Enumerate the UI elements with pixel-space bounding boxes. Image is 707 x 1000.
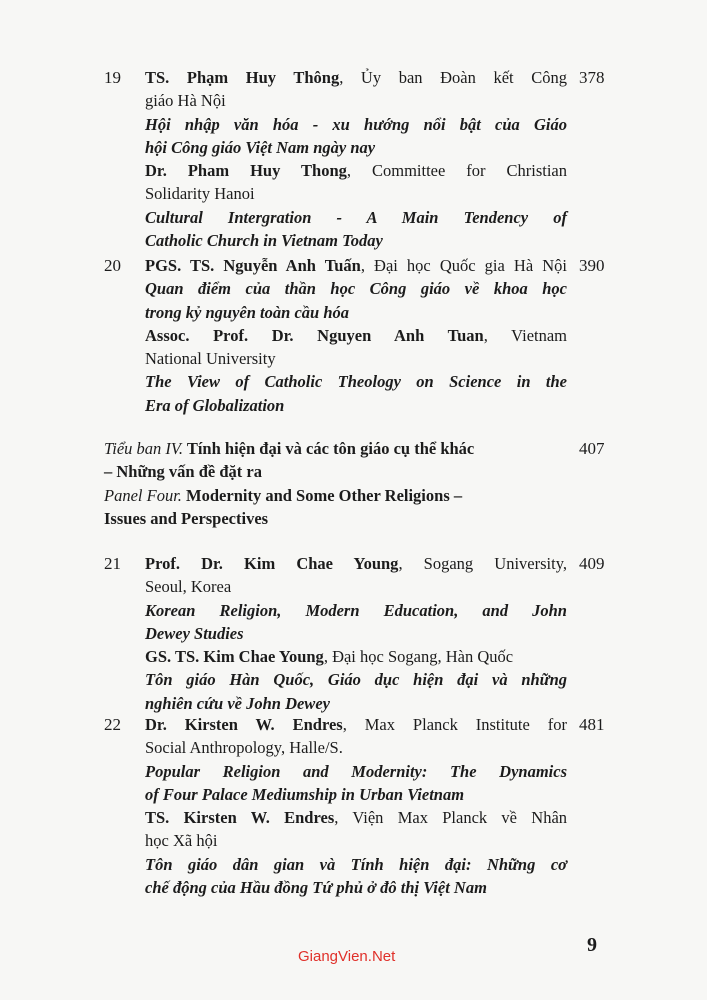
author-line: GS. TS. Kim Chae Young, Đại học Sogang, Hàn Quốc bbox=[145, 647, 514, 667]
title-line: Catholic Church in Vietnam Today bbox=[145, 231, 383, 251]
title-line: Popular Religion and Modernity: The Dynamics bbox=[145, 761, 567, 781]
title-line: Tôn giáo dân gian và Tính hiện đại: Những cơ bbox=[145, 854, 567, 874]
affiliation-line: Social Anthropology, Halle/S. bbox=[145, 738, 343, 758]
entry-page: 481 bbox=[579, 715, 605, 734]
title-line: Hội nhập văn hóa - xu hướng nổi bật của Giáo bbox=[145, 114, 567, 134]
affiliation-line: giáo Hà Nội bbox=[145, 91, 226, 111]
entry-page: 378 bbox=[579, 68, 605, 87]
title-line: Quan điểm của thần học Công giáo về khoa học bbox=[145, 279, 567, 299]
title-line: hội Công giáo Việt Nam ngày nay bbox=[145, 137, 376, 157]
title-line: Dewey Studies bbox=[145, 623, 244, 643]
entry-body bbox=[145, 254, 567, 417]
panel-title-en-cont: Issues and Perspectives bbox=[104, 508, 269, 528]
affiliation-line: Seoul, Korea bbox=[145, 577, 232, 597]
title-line: trong kỷ nguyên toàn cầu hóa bbox=[145, 302, 349, 322]
title-line: Cultural Intergration - A Main Tendency of bbox=[145, 207, 567, 227]
title-line: Korean Religion, Modern Education, and John bbox=[145, 600, 567, 620]
title-line: of Four Palace Mediumship in Urban Vietnam bbox=[145, 784, 465, 804]
entry-page: 409 bbox=[579, 554, 605, 573]
author-line: Dr. Kirsten W. Endres, Max Planck Institute for bbox=[145, 715, 567, 734]
title-line: chế động của Hầu đồng Tứ phủ ở đô thị Việt Nam bbox=[145, 878, 487, 898]
affiliation-line: Solidarity Hanoi bbox=[145, 184, 255, 204]
watermark: GiangVien.Net bbox=[298, 948, 396, 965]
author-line: Assoc. Prof. Dr. Nguyen Anh Tuan, Vietnam bbox=[145, 325, 568, 345]
author-line: Prof. Dr. Kim Chae Young, Sogang University, bbox=[145, 554, 567, 573]
affiliation-line: học Xã hội bbox=[145, 831, 218, 851]
panel-title-vi: Tiểu ban IV. Tính hiện đại và các tôn giáo cụ thể khác bbox=[104, 439, 475, 458]
panel-title-vi-cont: – Những vấn đề đặt ra bbox=[104, 462, 262, 482]
entry-page: 390 bbox=[579, 256, 605, 275]
author-line: TS. Kirsten W. Endres, Viện Max Planck về Nhân bbox=[145, 808, 568, 828]
entry-body bbox=[145, 66, 567, 252]
title-line: The View of Catholic Theology on Science in the bbox=[145, 372, 567, 392]
entry-body bbox=[145, 713, 567, 899]
author-line: Dr. Pham Huy Thong, Committee for Christian bbox=[145, 161, 568, 181]
entry-body bbox=[145, 552, 567, 715]
title-line: Tôn giáo Hàn Quốc, Giáo dục hiện đại và những bbox=[145, 670, 567, 690]
entry-number: 20 bbox=[104, 256, 121, 275]
title-line: Era of Globalization bbox=[145, 395, 285, 415]
panel-title bbox=[104, 437, 567, 530]
author-line: PGS. TS. Nguyễn Anh Tuấn, Đại học Quốc gia Hà Nội bbox=[145, 256, 567, 275]
panel-title-en: Panel Four. Modernity and Some Other Religions – bbox=[104, 485, 463, 505]
affiliation-line: National University bbox=[145, 349, 276, 369]
entry-number: 21 bbox=[104, 554, 121, 573]
author-line: TS. Phạm Huy Thông, Ủy ban Đoàn kết Công bbox=[145, 68, 567, 87]
title-line: nghiên cứu về John Dewey bbox=[145, 693, 330, 713]
entry-number: 19 bbox=[104, 68, 121, 87]
panel-page: 407 bbox=[579, 439, 605, 458]
entry-number: 22 bbox=[104, 715, 121, 734]
page-number: 9 bbox=[587, 934, 597, 956]
